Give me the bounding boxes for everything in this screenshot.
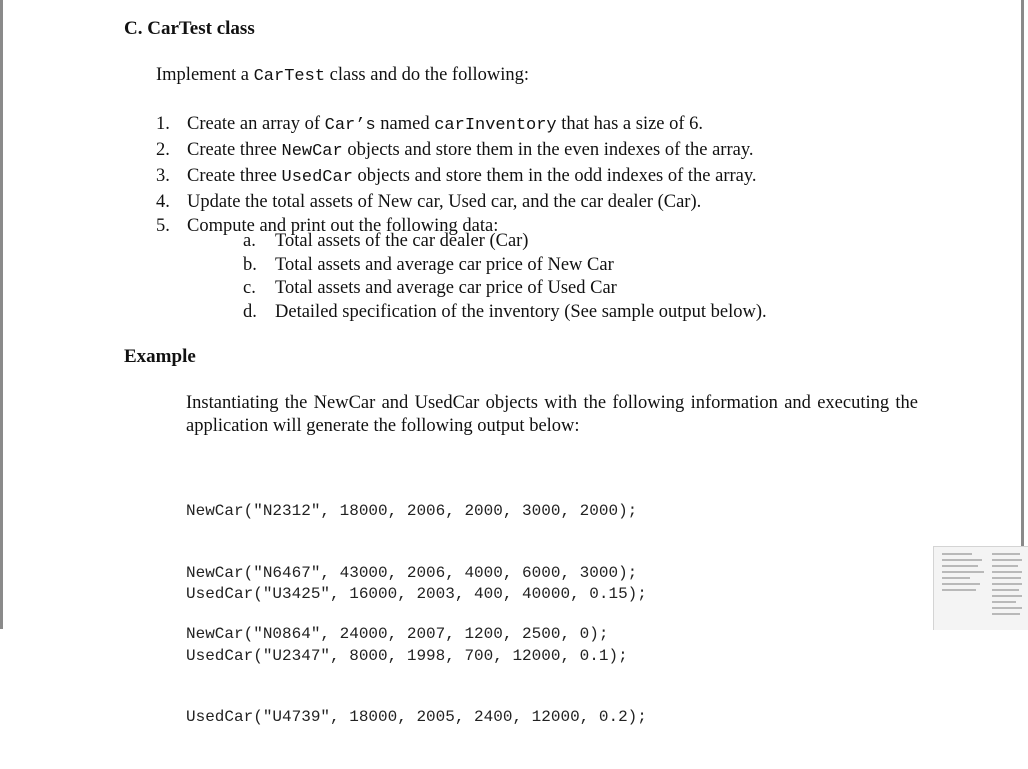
list-item	[243, 230, 767, 254]
list-item	[243, 301, 767, 325]
list-item-text: Update the total assets of New car, Used car, and the car dealer (Car).	[187, 192, 702, 212]
code-line: UsedCar("U4739", 18000, 2005, 2400, 12000, 0.2);	[186, 708, 647, 726]
list-item	[243, 277, 767, 301]
steps-list	[156, 112, 757, 238]
list-item-number: 3.	[156, 166, 170, 186]
example-paragraph: Instantiating the NewCar and UsedCar objects with the following information and executing the application will generate the following output below:	[186, 393, 918, 436]
intro-code-classname: CarTest	[253, 67, 326, 86]
list-item	[156, 164, 757, 190]
intro-paragraph	[156, 64, 529, 88]
list-item-text: Create three UsedCar objects and store them in the odd indexes of the array.	[187, 166, 757, 187]
list-item-text: Total assets and average car price of New Car	[275, 254, 614, 275]
list-item-text: Create an array of Car’s named carInventory that has a size of 6.	[187, 114, 704, 135]
code-line: UsedCar("U2347", 8000, 1998, 700, 12000, 0.1);	[186, 646, 628, 665]
list-item-text: Detailed specification of the inventory (See sample output below).	[275, 301, 767, 322]
list-item	[156, 190, 757, 214]
list-item-number: 5.	[156, 216, 170, 236]
intro-text-end: class and do the following:	[325, 65, 530, 85]
list-item-number: 2.	[156, 140, 170, 160]
list-item-text: Compute and print out the following data:	[187, 216, 499, 236]
list-item-letter: c.	[243, 278, 256, 298]
list-item-text: Total assets of the car dealer (Car)	[275, 231, 529, 251]
code-line: NewCar("N6467", 43000, 2006, 4000, 6000, 3000);	[186, 563, 638, 582]
list-item-number: 4.	[156, 192, 170, 212]
list-item-text: Total assets and average car price of Used Car	[275, 278, 617, 298]
code-line: NewCar("N2312", 18000, 2006, 2000, 3000, 2000);	[186, 502, 638, 520]
intro-text-start: Implement a	[156, 65, 254, 85]
code-block-usedcar	[186, 543, 647, 769]
list-item-text: Create three NewCar objects and store them in the even indexes of the array.	[187, 140, 754, 161]
thumbnail-column-right	[992, 553, 1022, 619]
list-item	[156, 112, 757, 138]
list-item-letter: a.	[243, 231, 256, 251]
list-item-number: 1.	[156, 114, 170, 134]
section-heading: C. CarTest class	[124, 18, 255, 39]
page-thumbnail[interactable]	[933, 546, 1028, 630]
list-item	[243, 254, 767, 278]
list-item-letter: d.	[243, 301, 257, 322]
substeps-list	[243, 230, 767, 324]
list-item	[156, 138, 757, 164]
code-line: NewCar("N0864", 24000, 2007, 1200, 2500, 0);	[186, 625, 609, 643]
thumbnail-column-left	[942, 553, 986, 595]
list-item-letter: b.	[243, 254, 257, 275]
example-heading: Example	[124, 346, 196, 367]
code-line: UsedCar("U3425", 16000, 2003, 400, 40000, 0.15);	[186, 585, 647, 603]
